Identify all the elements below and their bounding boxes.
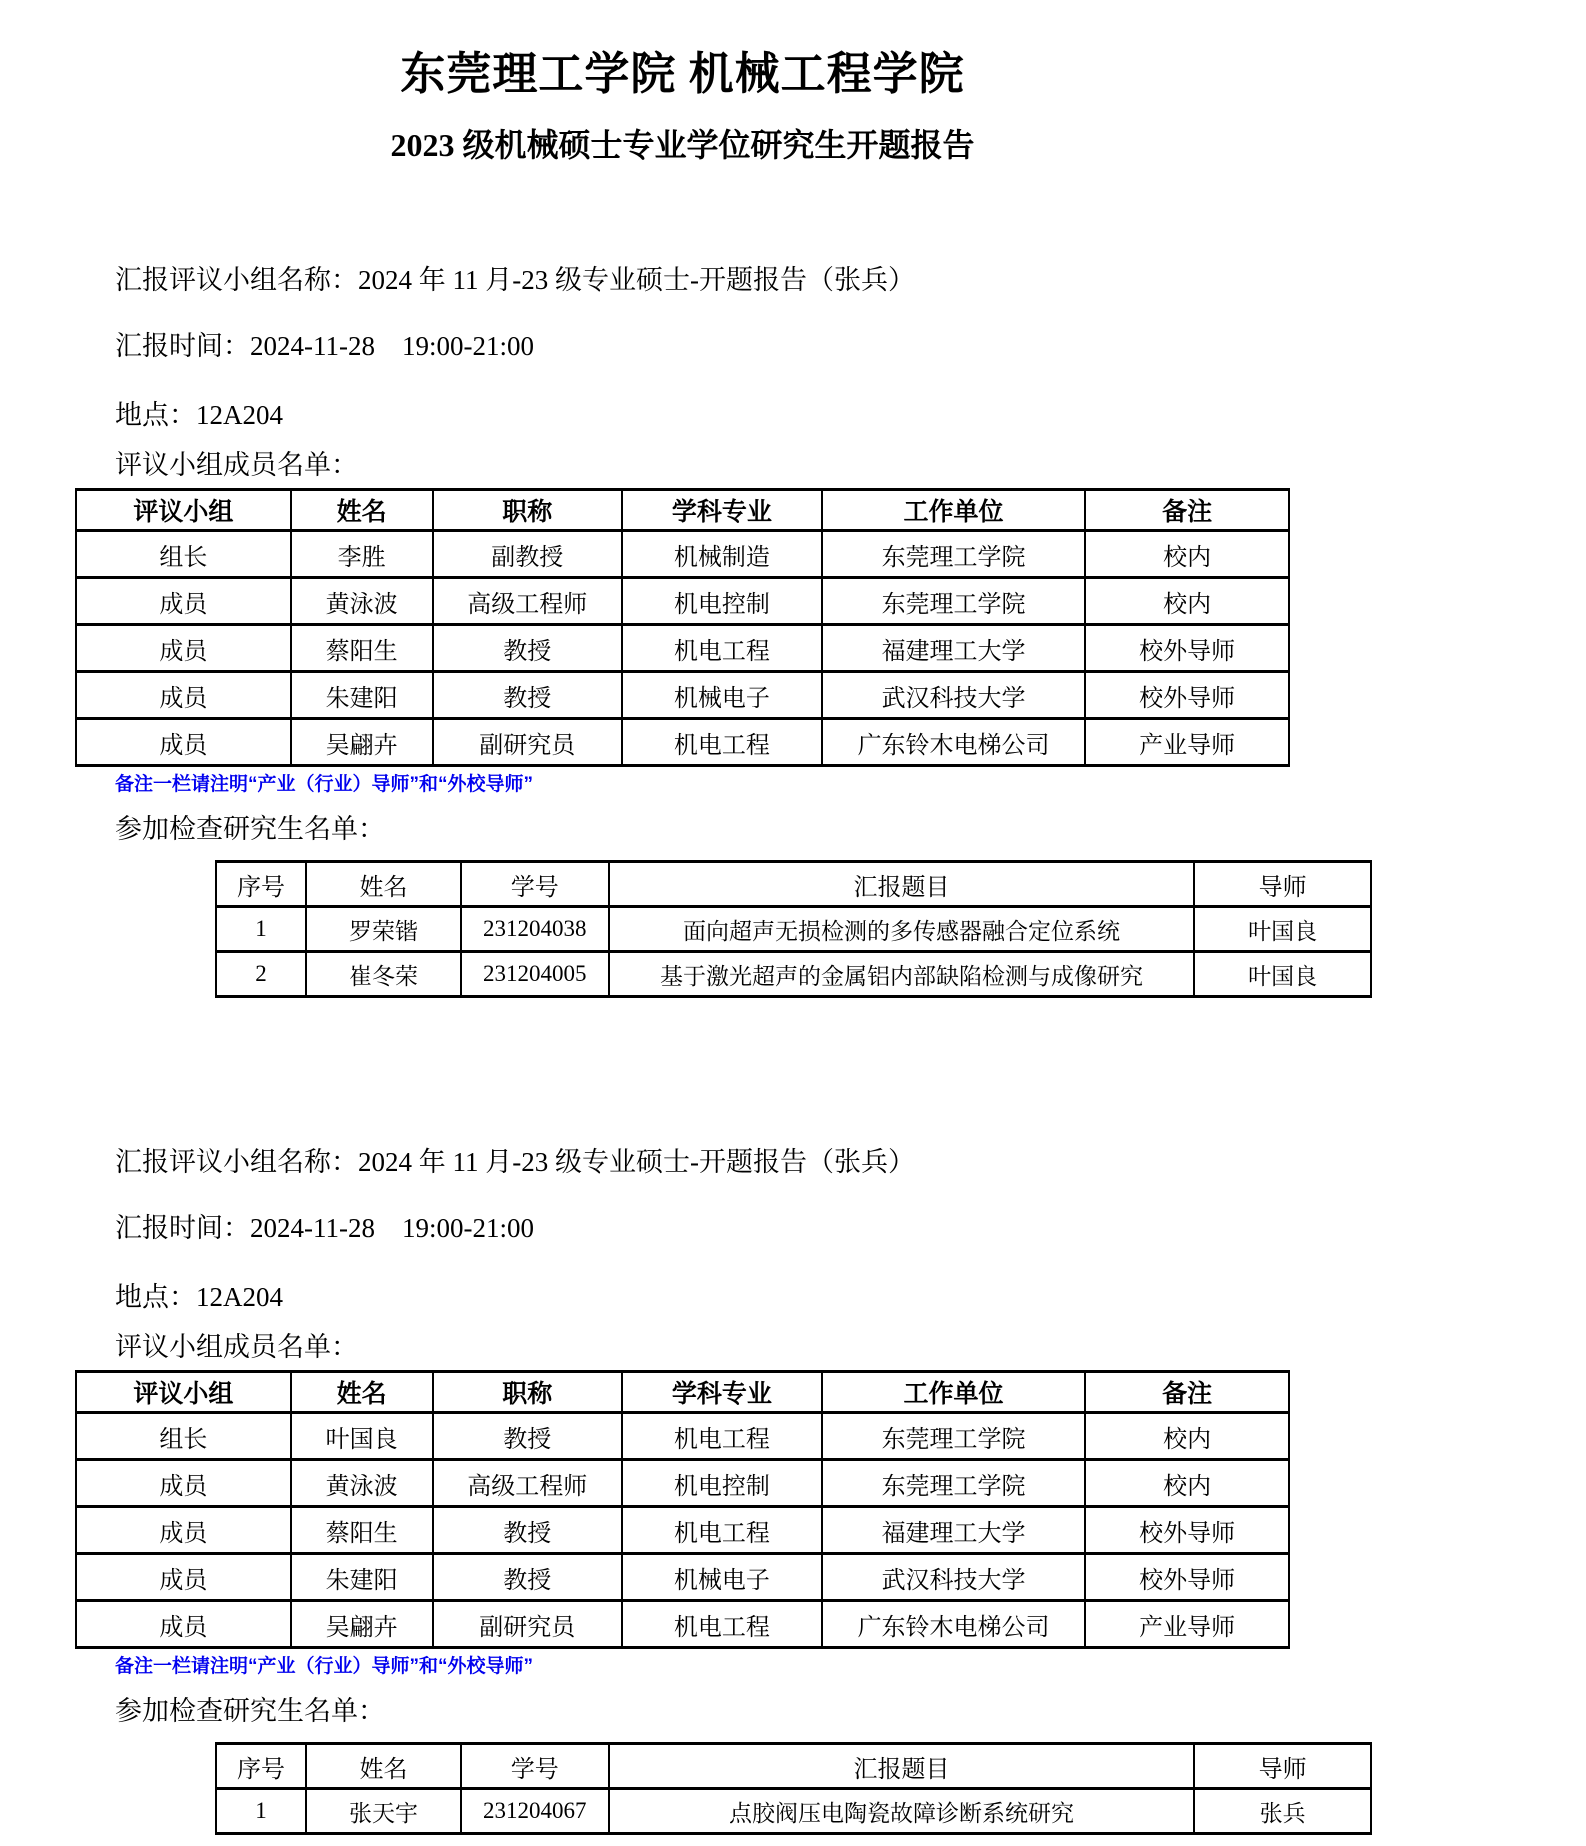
document-page xyxy=(75,0,1375,1835)
table-header-row xyxy=(216,1744,1371,1789)
page-title: 东莞理工学院 机械工程学院 xyxy=(400,49,965,99)
meeting-name-line: 汇报评议小组名称：2024 年 11 月-23 级专业硕士-开题报告（张兵） xyxy=(115,1147,915,1177)
table-cell: 成员 xyxy=(76,672,291,719)
table-cell: 广东铃木电梯公司 xyxy=(822,719,1085,766)
table-cell: 机电控制 xyxy=(622,1460,822,1507)
table-row xyxy=(216,952,1371,997)
column-header: 学号 xyxy=(461,1744,609,1789)
table-cell: 2 xyxy=(216,952,306,997)
table-cell: 武汉科技大学 xyxy=(822,672,1085,719)
students-table xyxy=(215,860,1372,998)
table-cell: 叶国良 xyxy=(1194,907,1371,952)
table-header-row xyxy=(76,1372,1289,1413)
members-list-label: 评议小组成员名单： xyxy=(115,1332,358,1362)
table-cell: 校外导师 xyxy=(1085,625,1289,672)
table-cell: 蔡阳生 xyxy=(291,625,433,672)
table-cell: 叶国良 xyxy=(291,1413,433,1460)
table-cell: 成员 xyxy=(76,625,291,672)
table-cell: 李胜 xyxy=(291,531,433,578)
column-header: 汇报题目 xyxy=(609,1744,1195,1789)
table-row xyxy=(76,1554,1289,1601)
members-list-label: 评议小组成员名单： xyxy=(115,450,358,480)
table-cell: 产业导师 xyxy=(1085,719,1289,766)
column-header: 评议小组 xyxy=(76,490,291,531)
table-cell: 吴翩卉 xyxy=(291,1601,433,1648)
table-cell: 罗荣锴 xyxy=(306,907,461,952)
table-cell: 崔冬荣 xyxy=(306,952,461,997)
table-cell: 吴翩卉 xyxy=(291,719,433,766)
meeting-time-line: 汇报时间：2024-11-28 19:00-21:00 xyxy=(115,331,534,361)
table-cell: 黄泳波 xyxy=(291,578,433,625)
table-row xyxy=(76,1601,1289,1648)
table-cell: 校内 xyxy=(1085,531,1289,578)
table-header-row xyxy=(76,490,1289,531)
column-header: 序号 xyxy=(216,1744,306,1789)
table-cell: 机电工程 xyxy=(622,719,822,766)
table-cell: 校内 xyxy=(1085,578,1289,625)
table-cell: 东莞理工学院 xyxy=(822,531,1085,578)
table-row xyxy=(76,1413,1289,1460)
table-cell: 成员 xyxy=(76,1460,291,1507)
table-cell: 副研究员 xyxy=(433,719,622,766)
column-header: 姓名 xyxy=(291,1372,433,1413)
table-cell: 点胶阀压电陶瓷故障诊断系统研究 xyxy=(609,1789,1195,1834)
table-cell: 校内 xyxy=(1085,1413,1289,1460)
column-header: 评议小组 xyxy=(76,1372,291,1413)
table-cell: 产业导师 xyxy=(1085,1601,1289,1648)
column-header: 姓名 xyxy=(306,1744,461,1789)
table-cell: 叶国良 xyxy=(1194,952,1371,997)
column-header: 学号 xyxy=(461,862,609,907)
table-cell: 机电工程 xyxy=(622,625,822,672)
meeting-time-line: 汇报时间：2024-11-28 19:00-21:00 xyxy=(115,1213,534,1243)
table-cell: 1 xyxy=(216,907,306,952)
location-line: 地点：12A204 xyxy=(115,1282,283,1312)
note-text: 备注一栏请注明“产业（行业）导师”和“外校导师” xyxy=(115,1656,534,1677)
table-cell: 校内 xyxy=(1085,1460,1289,1507)
table-cell: 面向超声无损检测的多传感器融合定位系统 xyxy=(609,907,1195,952)
report-section-2 xyxy=(75,1144,1375,1835)
column-header: 备注 xyxy=(1085,490,1289,531)
table-cell: 成员 xyxy=(76,1554,291,1601)
column-header: 学科专业 xyxy=(622,490,822,531)
column-header: 职称 xyxy=(433,490,622,531)
table-cell: 机电工程 xyxy=(622,1413,822,1460)
table-cell: 广东铃木电梯公司 xyxy=(822,1601,1085,1648)
location-line: 地点：12A204 xyxy=(115,400,283,430)
table-cell: 教授 xyxy=(433,625,622,672)
column-header: 学科专业 xyxy=(622,1372,822,1413)
table-cell: 教授 xyxy=(433,1507,622,1554)
table-cell: 教授 xyxy=(433,672,622,719)
table-cell: 朱建阳 xyxy=(291,1554,433,1601)
students-table xyxy=(215,1742,1372,1835)
table-cell: 东莞理工学院 xyxy=(822,578,1085,625)
table-row xyxy=(76,625,1289,672)
table-cell: 黄泳波 xyxy=(291,1460,433,1507)
table-cell: 组长 xyxy=(76,1413,291,1460)
members-table xyxy=(75,1370,1290,1649)
column-header: 职称 xyxy=(433,1372,622,1413)
table-cell: 东莞理工学院 xyxy=(822,1413,1085,1460)
column-header: 导师 xyxy=(1194,862,1371,907)
table-cell: 机电工程 xyxy=(622,1507,822,1554)
table-cell: 教授 xyxy=(433,1554,622,1601)
table-cell: 张兵 xyxy=(1194,1789,1371,1834)
table-cell: 成员 xyxy=(76,1601,291,1648)
column-header: 工作单位 xyxy=(822,490,1085,531)
table-cell: 机电控制 xyxy=(622,578,822,625)
table-row xyxy=(76,1507,1289,1554)
table-cell: 副研究员 xyxy=(433,1601,622,1648)
table-cell: 成员 xyxy=(76,1507,291,1554)
table-cell: 231204067 xyxy=(461,1789,609,1834)
table-cell: 成员 xyxy=(76,719,291,766)
report-section-1 xyxy=(75,262,1375,998)
note-text: 备注一栏请注明“产业（行业）导师”和“外校导师” xyxy=(115,774,534,795)
table-cell: 福建理工大学 xyxy=(822,1507,1085,1554)
table-row xyxy=(76,672,1289,719)
table-cell: 成员 xyxy=(76,578,291,625)
column-header: 导师 xyxy=(1194,1744,1371,1789)
column-header: 备注 xyxy=(1085,1372,1289,1413)
table-cell: 校外导师 xyxy=(1085,672,1289,719)
table-row xyxy=(76,719,1289,766)
table-cell: 机械制造 xyxy=(622,531,822,578)
table-cell: 高级工程师 xyxy=(433,1460,622,1507)
meeting-name-line: 汇报评议小组名称：2024 年 11 月-23 级专业硕士-开题报告（张兵） xyxy=(115,265,915,295)
column-header: 汇报题目 xyxy=(609,862,1195,907)
table-cell: 机电工程 xyxy=(622,1601,822,1648)
table-row xyxy=(76,531,1289,578)
column-header: 姓名 xyxy=(306,862,461,907)
table-cell: 朱建阳 xyxy=(291,672,433,719)
table-cell: 武汉科技大学 xyxy=(822,1554,1085,1601)
column-header: 序号 xyxy=(216,862,306,907)
members-table xyxy=(75,488,1290,767)
table-cell: 福建理工大学 xyxy=(822,625,1085,672)
table-row xyxy=(76,578,1289,625)
students-list-label: 参加检查研究生名单： xyxy=(115,1696,385,1726)
table-cell: 蔡阳生 xyxy=(291,1507,433,1554)
table-cell: 张天宇 xyxy=(306,1789,461,1834)
table-cell: 副教授 xyxy=(433,531,622,578)
students-list-label: 参加检查研究生名单： xyxy=(115,814,385,844)
table-cell: 231204005 xyxy=(461,952,609,997)
table-cell: 组长 xyxy=(76,531,291,578)
table-cell: 1 xyxy=(216,1789,306,1834)
table-row xyxy=(216,907,1371,952)
table-cell: 机械电子 xyxy=(622,1554,822,1601)
page-subtitle: 2023 级机械硕士专业学位研究生开题报告 xyxy=(390,127,975,163)
table-cell: 机械电子 xyxy=(622,672,822,719)
table-row xyxy=(216,1789,1371,1834)
table-cell: 校外导师 xyxy=(1085,1507,1289,1554)
table-row xyxy=(76,1460,1289,1507)
table-cell: 231204038 xyxy=(461,907,609,952)
table-header-row xyxy=(216,862,1371,907)
table-cell: 高级工程师 xyxy=(433,578,622,625)
table-cell: 基于激光超声的金属铝内部缺陷检测与成像研究 xyxy=(609,952,1195,997)
table-cell: 校外导师 xyxy=(1085,1554,1289,1601)
table-cell: 教授 xyxy=(433,1413,622,1460)
column-header: 工作单位 xyxy=(822,1372,1085,1413)
column-header: 姓名 xyxy=(291,490,433,531)
table-cell: 东莞理工学院 xyxy=(822,1460,1085,1507)
